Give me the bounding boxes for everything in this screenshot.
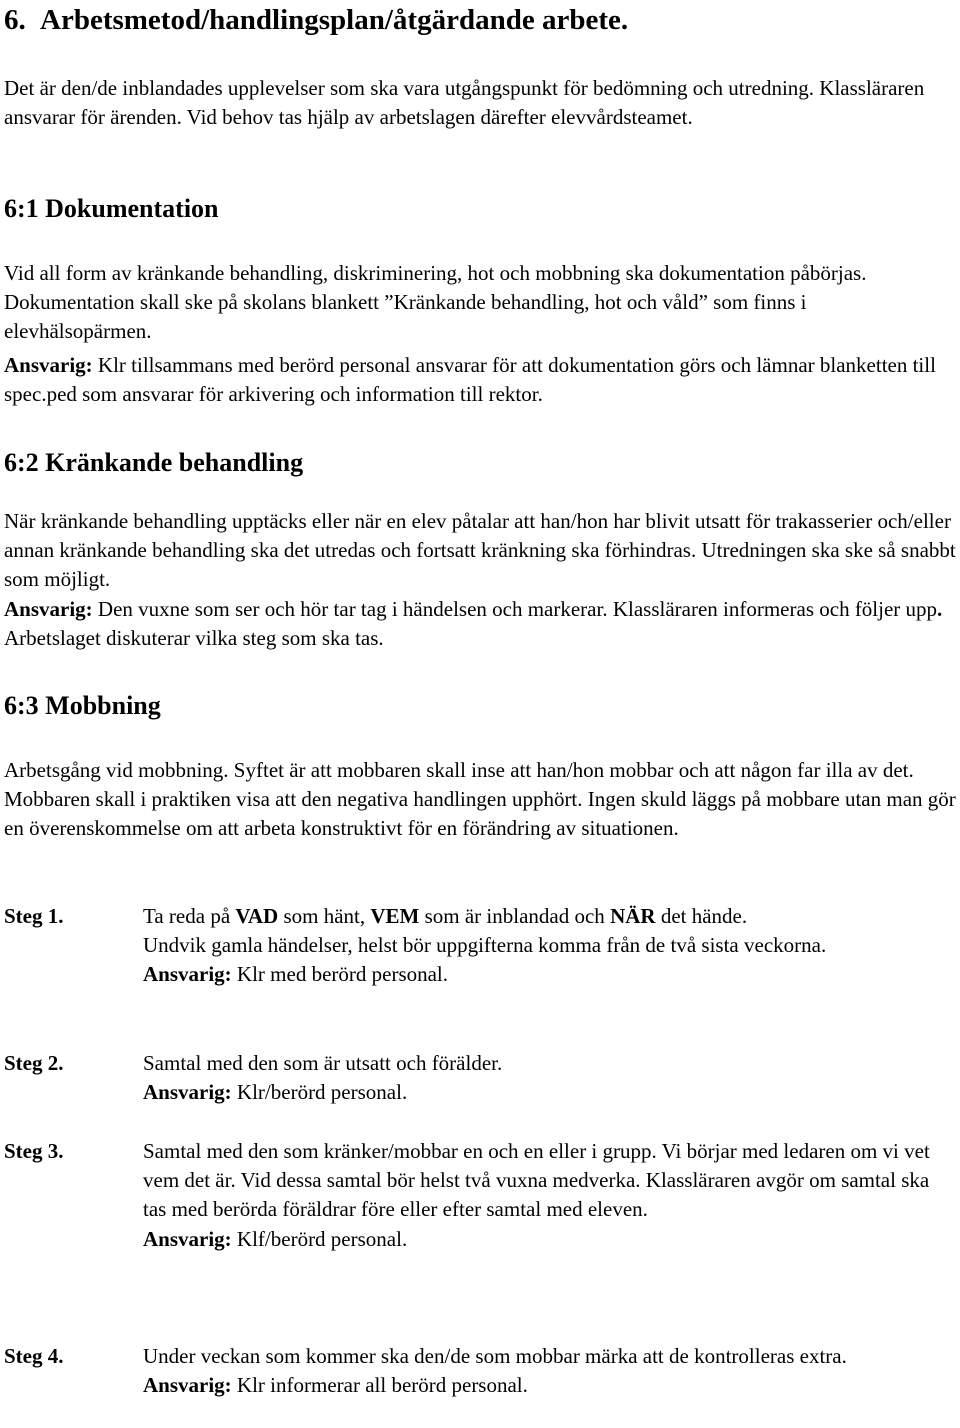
step-1-bold-nar: NÄR <box>610 904 656 928</box>
responsibility-text: Den vuxne som ser och hör tar tag i händelsen och markerar. Klassläraren informeras och följer upp <box>92 597 938 621</box>
step-4-body <box>143 1342 943 1400</box>
responsibility-text: Klr tillsammans med berörd personal ansvarar för att dokumentation görs och lämnar blanketten till spec.ped som ansvarar för arkivering och information till rektor. <box>4 353 936 407</box>
step-1-body <box>143 902 943 990</box>
main-heading-number: 6. <box>4 4 26 36</box>
step-4-label: Steg 4. <box>4 1344 64 1368</box>
main-heading-title: Arbetsmetod/handlingsplan/åtgärdande arbete. <box>40 4 629 36</box>
step-1-line-1 <box>143 902 943 931</box>
responsibility-label: Ansvarig: <box>4 597 93 621</box>
responsibility-label: Ansvarig: <box>143 1226 232 1251</box>
section-6-3-paragraph: Arbetsgång vid mobbning. Syftet är att mobbaren skall inse att han/hon mobbar och att någon far illa av det. Mobbaren skall i praktiken visa att den negativa handlingen upphört. Ingen skuld läggs på mobbare utan man gör en överenskommelse om att arbeta konstruktivt för en förändring av situationen. <box>4 758 956 841</box>
step-1-text: som är inblandad och <box>419 904 611 928</box>
step-4-responsibility <box>143 1371 943 1400</box>
responsibility-text: Klf/berörd personal. <box>231 1226 408 1251</box>
responsibility-text: Klr med berörd personal. <box>231 962 449 987</box>
step-3-label: Steg 3. <box>4 1139 64 1163</box>
responsibility-label: Ansvarig: <box>143 1373 232 1398</box>
section-6-3-heading: 6:3 Mobbning <box>4 691 161 720</box>
step-3-body <box>143 1137 943 1254</box>
step-1-text: det hände. <box>655 904 748 928</box>
step-3-responsibility <box>143 1225 943 1254</box>
responsibility-dot: . <box>937 597 943 621</box>
section-6-2-responsibility <box>4 595 959 653</box>
section-6-1-responsibility <box>4 351 959 409</box>
section-6-1-heading: 6:1 Dokumentation <box>4 194 219 223</box>
responsibility-text: Klr/berörd personal. <box>231 1080 408 1105</box>
intro-paragraph: Det är den/de inblandades upplevelser som ska vara utgångspunkt för bedömning och utredning. Klassläraren ansvarar för ärenden. Vid behov tas hjälp av arbetslagen därefter elevvårdsteamet. <box>4 76 925 130</box>
responsibility-text: Klr informerar all berörd personal. <box>231 1373 528 1398</box>
responsibility-label: Ansvarig: <box>143 962 232 987</box>
step-1-responsibility <box>143 960 943 989</box>
step-2-label: Steg 2. <box>4 1051 64 1075</box>
step-1-bold-vem: VEM <box>370 904 420 928</box>
section-6-1-paragraph: Vid all form av kränkande behandling, diskriminering, hot och mobbning ska dokumentation påbörjas. Dokumentation skall ske på skolans blankett ”Kränkande behandling, hot och våld” som finns i elevhälsopärmen. <box>4 261 867 344</box>
section-6-2-heading: 6:2 Kränkande behandling <box>4 448 304 477</box>
responsibility-label: Ansvarig: <box>4 353 93 377</box>
step-1-line-2: Undvik gamla händelser, helst bör uppgifterna komma från de två sista veckorna. <box>143 933 827 958</box>
step-2-responsibility <box>143 1078 943 1107</box>
step-3-text: Samtal med den som kränker/mobbar en och en eller i grupp. Vi börjar med ledaren om vi vet vem det är. Vid dessa samtal bör helst två vuxna medverka. Klassläraren avgör om samtal ska tas med berörda föräldrar före eller efter samtal med eleven. <box>143 1139 930 1222</box>
responsibility-text-b: Arbetslaget diskuterar vilka steg som ska tas. <box>4 626 384 651</box>
step-1-label: Steg 1. <box>4 904 64 928</box>
step-1-text: som hänt, <box>278 904 371 928</box>
responsibility-label: Ansvarig: <box>143 1080 232 1105</box>
section-6-2-paragraph: När kränkande behandling upptäcks eller när en elev påtalar att han/hon har blivit utsatt för trakasserier och/eller annan kränkande behandling ska det utredas och fortsatt kränkning ska förhindras. Utredningen ska ske så snabbt som möjligt. <box>4 509 956 592</box>
step-2-body <box>143 1049 943 1107</box>
step-1-bold-vad: VAD <box>235 904 279 928</box>
step-4-text: Under veckan som kommer ska den/de som mobbar märka att de kontrolleras extra. <box>143 1344 847 1368</box>
step-1-text: Ta reda på <box>143 904 236 928</box>
step-2-text: Samtal med den som är utsatt och förälder. <box>143 1051 503 1075</box>
